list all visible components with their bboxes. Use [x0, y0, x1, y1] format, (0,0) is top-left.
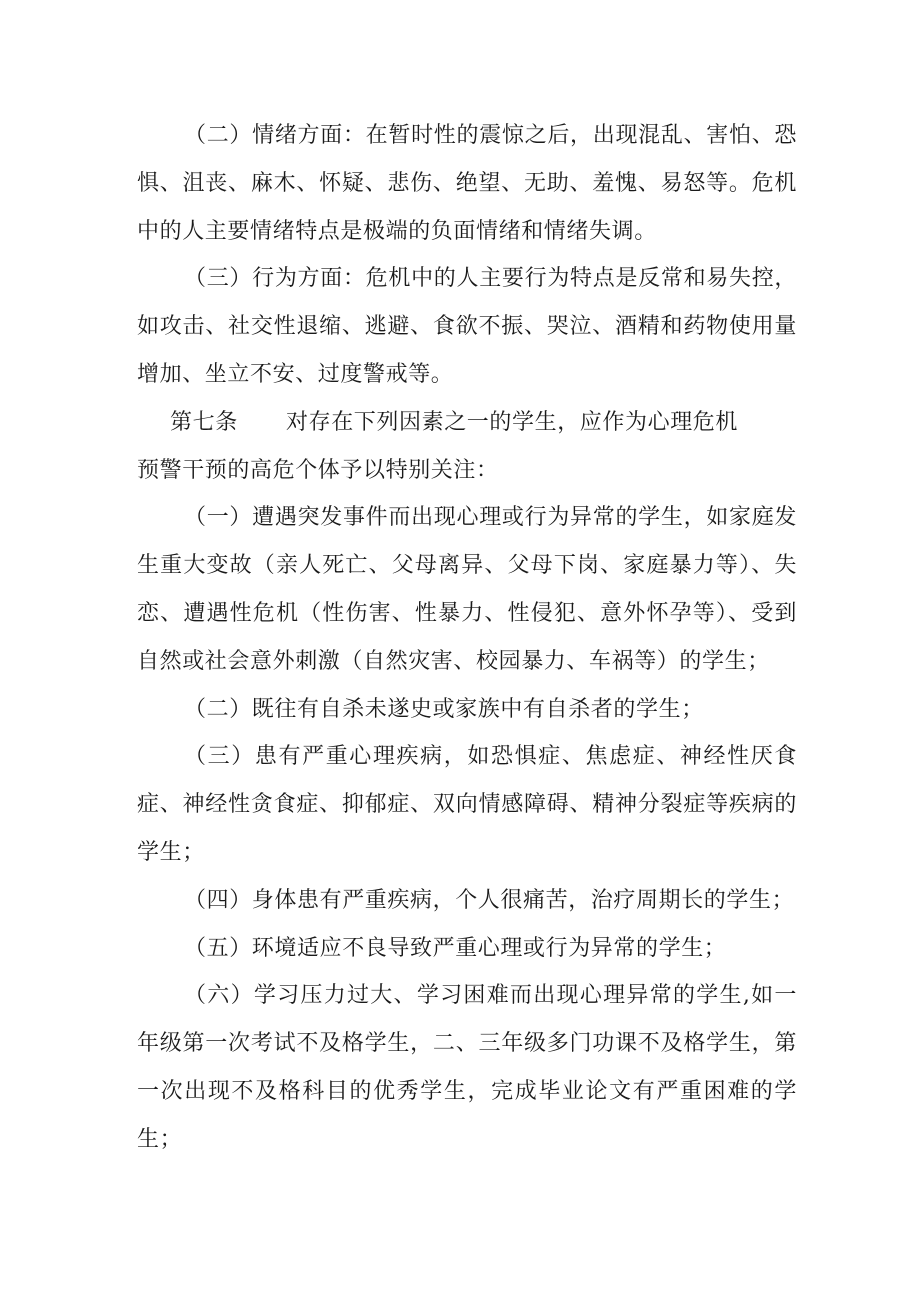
- article-seven-line-2: 预警干预的高危个体予以特别关注：: [137, 457, 499, 483]
- article-number: 第七条: [170, 409, 238, 435]
- list-item-2: （二）既往有自杀未遂史或家族中有自杀者的学生；: [184, 696, 704, 722]
- list-item-6: （六）学习压力过大、学习困难而出现心理异常的学生,如一年级第一次考试不及格学生，二、三年级多门功课不及格学生，第一次出现不及格科目的优秀学生，完成毕业论文有严重困难的学生；: [137, 983, 797, 1152]
- paragraph-emotion: （二）情绪方面：在暂时性的震惊之后，出现混乱、害怕、恐惧、沮丧、麻木、怀疑、悲伤、绝望、无助、羞愧、易怒等。危机中的人主要情绪特点是极端的负面情绪和情绪失调。: [137, 123, 797, 244]
- paragraph-behavior: （三）行为方面：危机中的人主要行为特点是反常和易失控，如攻击、社交性退缩、逃避、食欲不振、哭泣、酒精和药物使用量增加、坐立不安、过度警戒等。: [137, 266, 797, 387]
- list-item-1: （一）遭遇突发事件而出现心理或行为异常的学生，如家庭发生重大变故（亲人死亡、父母离异、父母下岗、家庭暴力等）、失恋、遭遇性危机（性伤害、性暴力、性侵犯、意外怀孕等）、受到自然或社会意外刺激（自然灾害、校园暴力、车祸等）的学生；: [137, 505, 797, 674]
- list-item-5: （五）环境适应不良导致严重心理或行为异常的学生；: [184, 935, 727, 961]
- article-seven-line-1: [137, 399, 797, 447]
- document-body: [137, 112, 797, 1164]
- article-seven-text-1: 对存在下列因素之一的学生，应作为心理危机: [286, 409, 739, 435]
- list-item-3: （三）患有严重心理疾病，如恐惧症、焦虑症、神经性厌食症、神经性贪食症、抑郁症、双向情感障碍、精神分裂症等疾病的学生；: [137, 744, 797, 865]
- list-item-4: （四）身体患有严重疾病，个人很痛苦，治疗周期长的学生；: [184, 887, 795, 913]
